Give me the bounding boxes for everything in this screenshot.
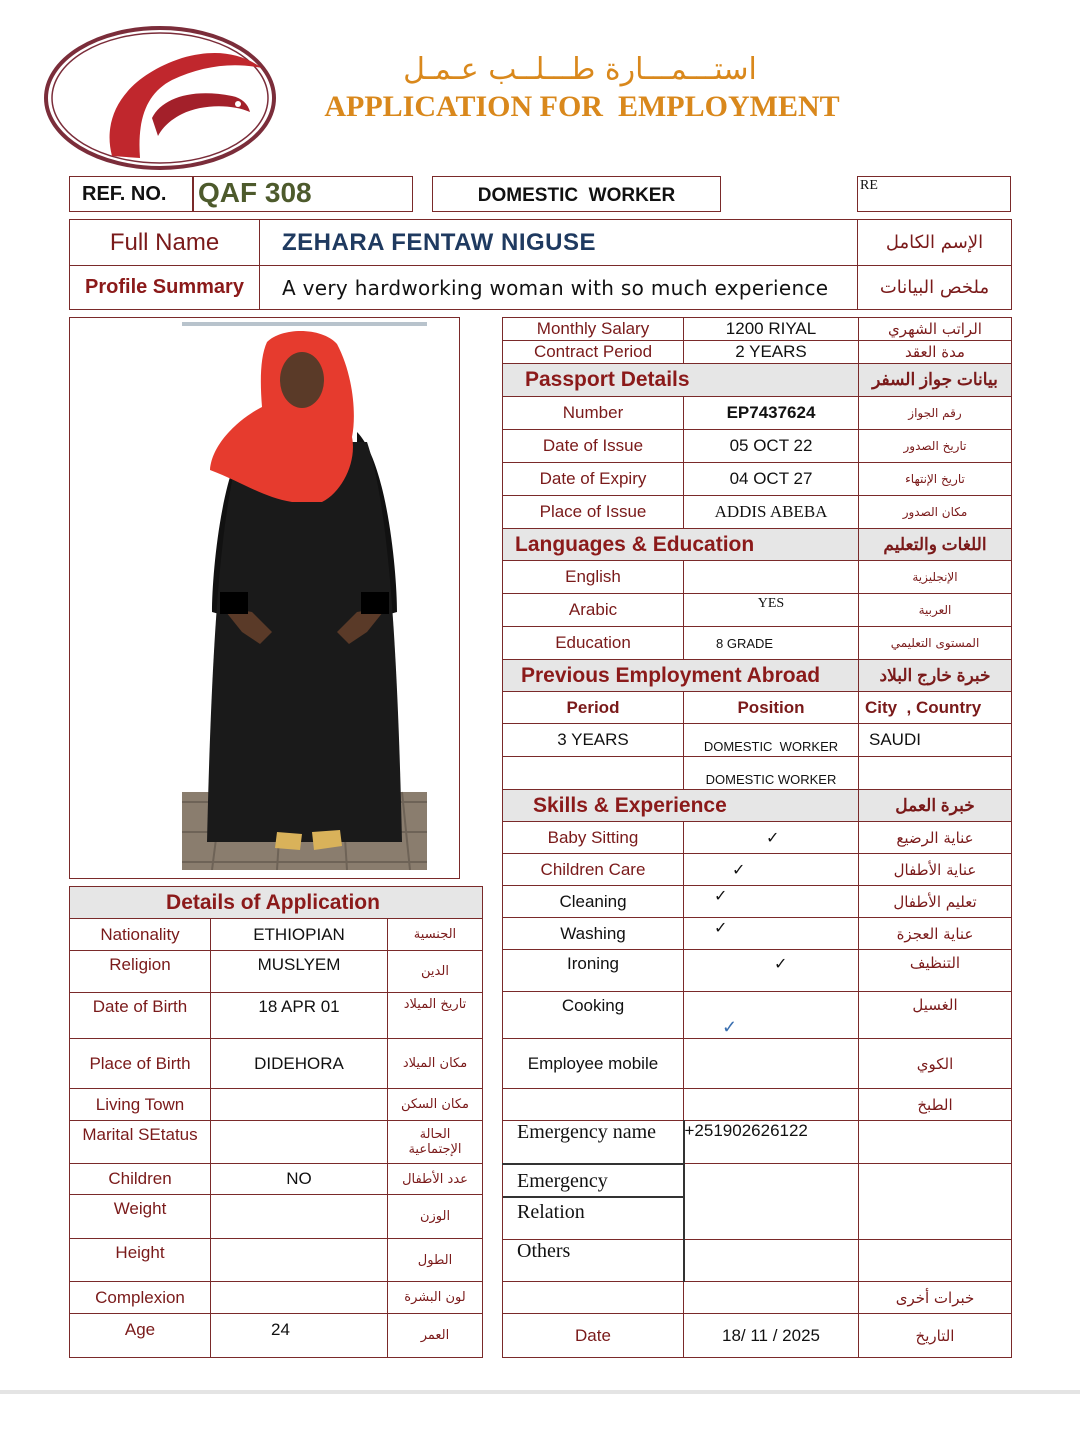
- emergency-name-value: +251902626122: [684, 1121, 859, 1164]
- blank-skill-label: [503, 1089, 684, 1121]
- profile-summary-arabic: ملخص البيانات: [858, 266, 1012, 310]
- marital-status-label: Marital SEtatus: [70, 1121, 211, 1164]
- previous-employment-heading-arabic: خبرة خارج البلاد: [859, 660, 1012, 692]
- date-of-birth-label: Date of Birth: [70, 993, 211, 1039]
- date-of-issue-arabic: تاريخ الصدور: [859, 430, 1012, 463]
- skill-children-care: Children Care: [503, 854, 684, 886]
- period-column-header: Period: [503, 692, 684, 724]
- place-of-birth-value: DIDEHORA: [211, 1039, 388, 1089]
- date-of-issue-label: Date of Issue: [503, 430, 684, 463]
- arabic-label: Arabic: [503, 594, 684, 627]
- languages-heading-arabic: اللغات والتعليم: [859, 529, 1012, 561]
- weight-value: [211, 1195, 388, 1239]
- passport-heading-arabic: بيانات جواز السفر: [859, 364, 1012, 397]
- employee-mobile-value: [684, 1039, 859, 1089]
- identity-table: [69, 219, 1012, 310]
- falcon-logo-icon: [42, 18, 282, 176]
- children-label: Children: [70, 1164, 211, 1195]
- employee-mobile-label: Employee mobile: [503, 1039, 684, 1089]
- profile-summary-label: Profile Summary: [70, 266, 260, 310]
- skill-washing-arabic: عناية العجزة: [859, 918, 1012, 950]
- children-arabic: عدد الأطفال: [388, 1164, 483, 1195]
- others-arabic-blank: [859, 1240, 1012, 1282]
- place-of-issue-value: ADDIS ABEBA: [684, 496, 859, 529]
- education-arabic: المستوى التعليمي: [859, 627, 1012, 660]
- contract-period-label: Contract Period: [503, 341, 684, 364]
- emergency-name-arabic: [859, 1121, 1012, 1164]
- emergency-relation-label-line1: Emergency: [503, 1167, 683, 1198]
- education-label: Education: [503, 627, 684, 660]
- title-english: APPLICATION FOR EMPLOYMENT: [324, 90, 840, 123]
- marital-status-value: [211, 1121, 388, 1164]
- skill-washing: Washing: [503, 918, 684, 950]
- marital-status-arabic: الحالة الإجتماعية: [388, 1121, 483, 1164]
- previous-period-2: [503, 757, 684, 790]
- passport-heading: Passport Details: [503, 364, 859, 397]
- skill-cleaning-arabic: تعليم الأطفال: [859, 886, 1012, 918]
- date-of-birth-arabic: تاريخ الميلاد: [388, 993, 483, 1039]
- others-value: [684, 1240, 859, 1282]
- page-bottom-rule: [0, 1390, 1080, 1394]
- nationality-label: Nationality: [70, 919, 211, 951]
- title-arabic: استـــمـــارة طـــلــب عـمـل: [403, 52, 757, 87]
- skill-ironing: Ironing: [503, 950, 684, 992]
- blank-skill-arabic: الطبخ: [859, 1089, 1012, 1121]
- details-table: [69, 886, 483, 1358]
- date-of-issue-value: 05 OCT 22: [684, 430, 859, 463]
- profile-summary-value: A very hardworking woman with so much experience: [260, 266, 858, 310]
- company-logo: [42, 18, 282, 176]
- re-label: RE: [860, 178, 878, 193]
- previous-position-1: DOMESTIC WORKER: [684, 724, 859, 757]
- place-of-birth-arabic: مكان الميلاد: [388, 1039, 483, 1089]
- skills-heading-arabic: خبرة العمل: [859, 790, 1012, 822]
- skill-cleaning-check: ✓: [684, 886, 859, 918]
- monthly-salary-value: 1200 RIYAL: [684, 318, 859, 341]
- skill-baby-sitting-check: ✓: [684, 822, 859, 854]
- full-name-label: Full Name: [70, 220, 260, 266]
- age-label: Age: [70, 1314, 211, 1358]
- date-label: Date: [503, 1314, 684, 1358]
- contract-period-value: 2 YEARS: [684, 341, 859, 364]
- living-town-label: Living Town: [70, 1089, 211, 1121]
- religion-value: MUSLYEM: [211, 951, 388, 993]
- other-experience-arabic: خبرات أخرى: [859, 1282, 1012, 1314]
- arabic-arabic: العربية: [859, 594, 1012, 627]
- passport-number-label: Number: [503, 397, 684, 430]
- candidate-photo: [182, 322, 427, 870]
- ref-label: REF. NO.: [82, 183, 167, 205]
- others-label: Others: [503, 1240, 684, 1282]
- weight-arabic: الوزن: [388, 1195, 483, 1239]
- skills-heading: Skills & Experience: [503, 790, 859, 822]
- previous-period-1: 3 YEARS: [503, 724, 684, 757]
- age-arabic: العمر: [388, 1314, 483, 1358]
- living-town-arabic: مكان السكن: [388, 1089, 483, 1121]
- english-value: [684, 561, 859, 594]
- emergency-relation-value: [684, 1164, 859, 1240]
- previous-employment-heading: Previous Employment Abroad: [503, 660, 859, 692]
- children-value: NO: [211, 1164, 388, 1195]
- skill-cooking: Cooking: [503, 992, 684, 1039]
- date-of-expiry-arabic: تاريخ الإنتهاء: [859, 463, 1012, 496]
- emergency-relation-arabic: [859, 1164, 1012, 1240]
- city-country-column-header: City , Country: [859, 692, 1012, 724]
- date-of-expiry-value: 04 OCT 27: [684, 463, 859, 496]
- passport-number-value: EP7437624: [684, 397, 859, 430]
- blank-skill-value: [684, 1089, 859, 1121]
- arabic-value: YES: [684, 594, 859, 627]
- position-applied: DOMESTIC WORKER: [477, 185, 676, 206]
- height-arabic: الطول: [388, 1239, 483, 1282]
- nationality-value: ETHIOPIAN: [211, 919, 388, 951]
- date-of-expiry-label: Date of Expiry: [503, 463, 684, 496]
- previous-city-1: SAUDI: [859, 724, 1012, 757]
- previous-city-2: [859, 757, 1012, 790]
- full-name-value: ZEHARA FENTAW NIGUSE: [260, 220, 858, 266]
- age-value: 24: [211, 1314, 388, 1358]
- skill-children-care-check: ✓: [684, 854, 859, 886]
- place-of-issue-label: Place of Issue: [503, 496, 684, 529]
- height-label: Height: [70, 1239, 211, 1282]
- living-town-value: [211, 1089, 388, 1121]
- date-value: 18/ 11 / 2025: [684, 1314, 859, 1358]
- height-value: [211, 1239, 388, 1282]
- place-of-birth-label: Place of Birth: [70, 1039, 211, 1089]
- education-value: 8 GRADE: [684, 627, 859, 660]
- complexion-value: [211, 1282, 388, 1314]
- ref-value: QAF 308: [198, 177, 312, 208]
- position-column-header: Position: [684, 692, 859, 724]
- skill-baby-sitting: Baby Sitting: [503, 822, 684, 854]
- skill-ironing-arabic: التنظيف: [859, 950, 1012, 992]
- previous-position-2: DOMESTIC WORKER: [684, 757, 859, 790]
- date-arabic: التاريخ: [859, 1314, 1012, 1358]
- skill-washing-check: ✓: [684, 918, 859, 950]
- contract-period-arabic: مدة العقد: [859, 341, 1012, 364]
- religion-label: Religion: [70, 951, 211, 993]
- skill-cleaning: Cleaning: [503, 886, 684, 918]
- skill-cooking-arabic: الغسيل: [859, 992, 1012, 1039]
- right-info-table: [502, 317, 1012, 1358]
- emergency-name-label: Emergency name: [503, 1121, 684, 1164]
- passport-number-arabic: رقم الجواز: [859, 397, 1012, 430]
- complexion-label: Complexion: [70, 1282, 211, 1314]
- weight-label: Weight: [70, 1195, 211, 1239]
- monthly-salary-arabic: الراتب الشهري: [859, 318, 1012, 341]
- skill-children-care-arabic: عناية الأطفال: [859, 854, 1012, 886]
- skill-cooking-check: ✓: [684, 992, 859, 1039]
- others-blank-label: [503, 1282, 684, 1314]
- details-heading: Details of Application: [70, 887, 483, 919]
- emergency-relation-label-line2: Relation: [517, 1200, 585, 1223]
- date-of-birth-value: 18 APR 01: [211, 993, 388, 1039]
- english-arabic: الإنجليزية: [859, 561, 1012, 594]
- english-label: English: [503, 561, 684, 594]
- skill-ironing-check: ✓: [684, 950, 859, 992]
- full-name-arabic: الإسم الكامل: [858, 220, 1012, 266]
- others-blank-value: [684, 1282, 859, 1314]
- monthly-salary-label: Monthly Salary: [503, 318, 684, 341]
- nationality-arabic: الجنسية: [388, 919, 483, 951]
- languages-heading: Languages & Education: [503, 529, 859, 561]
- religion-arabic: الدين: [388, 951, 483, 993]
- re-box: [857, 176, 1011, 212]
- emergency-relation-label: [503, 1164, 684, 1240]
- complexion-arabic: لون البشرة: [388, 1282, 483, 1314]
- place-of-issue-arabic: مكان الصدور: [859, 496, 1012, 529]
- employee-mobile-arabic: الكوي: [859, 1039, 1012, 1089]
- skill-baby-sitting-arabic: عناية الرضيع: [859, 822, 1012, 854]
